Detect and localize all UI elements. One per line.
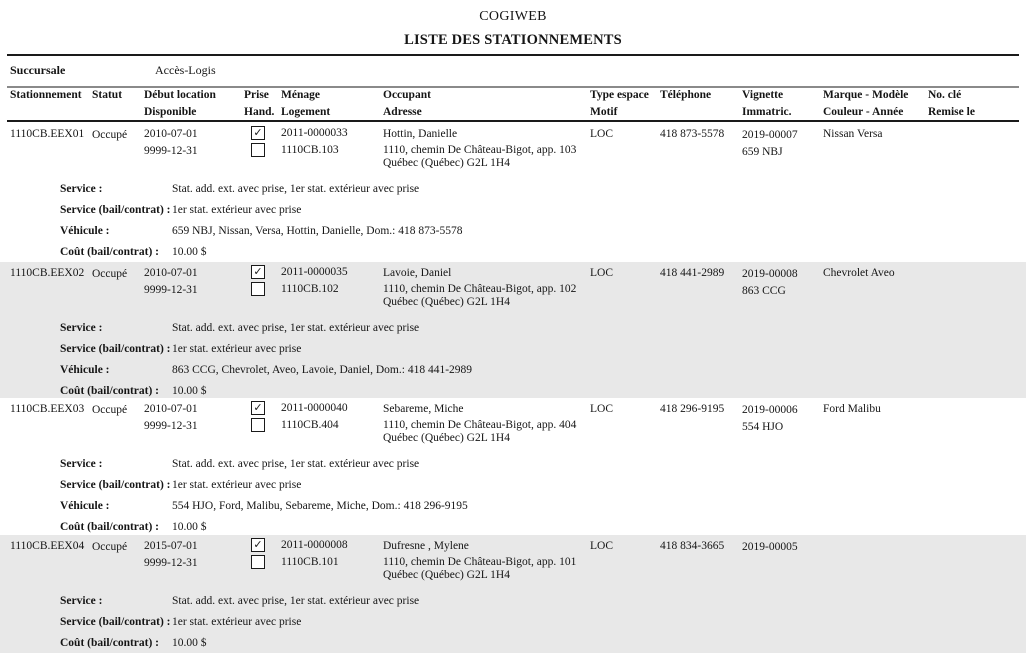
cout-bail-label: Coût (bail/contrat) :	[60, 637, 160, 649]
menage-value: 2011-0000033	[281, 127, 348, 139]
service-bail-value: 1er stat. extérieur avec prise	[172, 343, 302, 355]
parking-entry	[0, 262, 1026, 398]
prise-checkbox	[251, 126, 265, 140]
occupant-name: Dufresne , Mylene	[383, 540, 469, 552]
divider	[7, 120, 1019, 122]
vignette-value: 2019-00007	[742, 129, 798, 141]
vignette-value: 2019-00005	[742, 541, 798, 553]
column-header-couleur-annee: Couleur - Année	[823, 106, 904, 118]
cout-bail-value: 10.00 $	[172, 385, 207, 397]
stationnement-id: 1110CB.EEX03	[10, 403, 85, 415]
occupant-address-line1: 1110, chemin De Château-Bigot, app. 102	[383, 283, 577, 295]
vehicule-label: Véhicule :	[60, 364, 110, 376]
vehicule-line	[0, 225, 1026, 241]
column-header-marque-modele: Marque - Modèle	[823, 89, 909, 101]
occupant-address	[383, 556, 576, 582]
statut-value: Occupé	[92, 268, 128, 280]
service-bail-line	[0, 343, 1026, 359]
stationnement-id: 1110CB.EEX01	[10, 128, 85, 140]
column-header-disponible: Disponible	[144, 106, 197, 118]
telephone-value: 418 296-9195	[660, 403, 725, 415]
occupant-name: Lavoie, Daniel	[383, 267, 452, 279]
type-espace-value: LOC	[590, 267, 613, 279]
marque-modele-value: Nissan Versa	[823, 128, 883, 140]
column-header-immatric: Immatric.	[742, 106, 792, 118]
vehicule-label: Véhicule :	[60, 225, 110, 237]
immatric-value: 659 NBJ	[742, 146, 783, 158]
statut-value: Occupé	[92, 404, 128, 416]
service-bail-label: Service (bail/contrat) :	[60, 479, 171, 491]
cout-bail-value: 10.00 $	[172, 246, 207, 258]
telephone-value: 418 834-3665	[660, 540, 725, 552]
occupant-address	[383, 283, 576, 309]
column-header-menage: Ménage	[281, 89, 320, 101]
disponible-value: 9999-12-31	[144, 557, 198, 569]
service-line	[0, 595, 1026, 611]
menage-value: 2011-0000008	[281, 539, 348, 551]
occupant-address-line1: 1110, chemin De Château-Bigot, app. 404	[383, 419, 577, 431]
logement-value: 1110CB.101	[281, 556, 339, 568]
menage-value: 2011-0000040	[281, 402, 348, 414]
type-espace-value: LOC	[590, 128, 613, 140]
parking-entry	[0, 123, 1026, 262]
column-header-occupant: Occupant	[383, 89, 431, 101]
logement-value: 1110CB.102	[281, 283, 339, 295]
column-header-hand: Hand.	[244, 106, 275, 118]
parking-entry	[0, 398, 1026, 535]
service-value: Stat. add. ext. avec prise, 1er stat. extérieur avec prise	[172, 322, 420, 334]
disponible-value: 9999-12-31	[144, 420, 198, 432]
vehicule-value: 554 HJO, Ford, Malibu, Sebareme, Miche, Dom.: 418 296-9195	[172, 500, 468, 512]
stationnement-id: 1110CB.EEX04	[10, 540, 85, 552]
occupant-address-line2: Québec (Québec) G2L 1H4	[383, 296, 510, 308]
column-header-logement: Logement	[281, 106, 331, 118]
branch-label: Succursale	[10, 63, 66, 77]
hand-checkbox	[251, 143, 265, 157]
disponible-value: 9999-12-31	[144, 145, 198, 157]
column-header-vignette: Vignette	[742, 89, 784, 101]
divider	[7, 54, 1019, 56]
column-header-stationnement: Stationnement	[10, 89, 82, 101]
statut-value: Occupé	[92, 541, 128, 553]
occupant-address-line2: Québec (Québec) G2L 1H4	[383, 569, 510, 581]
parking-entry	[0, 535, 1026, 653]
prise-checkbox	[251, 401, 265, 415]
branch-value: Accès-Logis	[155, 63, 216, 77]
column-header-prise: Prise	[244, 89, 269, 101]
service-bail-label: Service (bail/contrat) :	[60, 343, 171, 355]
occupant-address-line2: Québec (Québec) G2L 1H4	[383, 432, 510, 444]
occupant-address	[383, 144, 576, 170]
vehicule-label: Véhicule :	[60, 500, 110, 512]
service-line	[0, 458, 1026, 474]
vehicule-line	[0, 500, 1026, 516]
cout-bail-value: 10.00 $	[172, 521, 207, 533]
marque-modele-value: Chevrolet Aveo	[823, 267, 895, 279]
occupant-address-line2: Québec (Québec) G2L 1H4	[383, 157, 510, 169]
cout-bail-label: Coût (bail/contrat) :	[60, 385, 160, 397]
disponible-value: 9999-12-31	[144, 284, 198, 296]
immatric-value: 554 HJO	[742, 421, 784, 433]
statut-value: Occupé	[92, 129, 128, 141]
cout-bail-line	[0, 246, 1026, 262]
debut-location-value: 2015-07-01	[144, 540, 198, 552]
column-header-statut: Statut	[92, 89, 123, 101]
occupant-address-line1: 1110, chemin De Château-Bigot, app. 103	[383, 144, 577, 156]
service-bail-value: 1er stat. extérieur avec prise	[172, 204, 302, 216]
service-line	[0, 183, 1026, 199]
service-bail-value: 1er stat. extérieur avec prise	[172, 479, 302, 491]
vignette-value: 2019-00008	[742, 268, 798, 280]
vehicule-value: 863 CCG, Chevrolet, Aveo, Lavoie, Daniel, Dom.: 418 441-2989	[172, 364, 473, 376]
debut-location-value: 2010-07-01	[144, 267, 198, 279]
stationnement-id: 1110CB.EEX02	[10, 267, 85, 279]
service-bail-label: Service (bail/contrat) :	[60, 204, 171, 216]
app-title: COGIWEB	[479, 9, 547, 24]
hand-checkbox	[251, 418, 265, 432]
occupant-address	[383, 419, 576, 445]
column-header-telephone: Téléphone	[660, 89, 712, 101]
service-bail-label: Service (bail/contrat) :	[60, 616, 171, 628]
immatric-value: 863 CCG	[742, 285, 786, 297]
prise-checkbox	[251, 265, 265, 279]
service-bail-line	[0, 479, 1026, 495]
service-bail-line	[0, 616, 1026, 632]
telephone-value: 418 441-2989	[660, 267, 725, 279]
type-espace-value: LOC	[590, 540, 613, 552]
service-bail-value: 1er stat. extérieur avec prise	[172, 616, 302, 628]
hand-checkbox	[251, 555, 265, 569]
prise-checkbox	[251, 538, 265, 552]
occupant-address-line1: 1110, chemin De Château-Bigot, app. 101	[383, 556, 577, 568]
debut-location-value: 2010-07-01	[144, 128, 198, 140]
cout-bail-line	[0, 637, 1026, 653]
vehicule-line	[0, 364, 1026, 380]
logement-value: 1110CB.404	[281, 419, 339, 431]
report-title: LISTE DES STATIONNEMENTS	[404, 32, 622, 48]
cout-bail-label: Coût (bail/contrat) :	[60, 521, 160, 533]
service-label: Service :	[60, 595, 103, 607]
occupant-name: Hottin, Danielle	[383, 128, 458, 140]
column-header-type-espace: Type espace	[590, 89, 649, 101]
logement-value: 1110CB.103	[281, 144, 339, 156]
vignette-value: 2019-00006	[742, 404, 798, 416]
cout-bail-value: 10.00 $	[172, 637, 207, 649]
occupant-name: Sebareme, Miche	[383, 403, 464, 415]
column-header-motif: Motif	[590, 106, 618, 118]
service-value: Stat. add. ext. avec prise, 1er stat. extérieur avec prise	[172, 458, 420, 470]
cout-bail-label: Coût (bail/contrat) :	[60, 246, 160, 258]
menage-value: 2011-0000035	[281, 266, 348, 278]
column-header-debut-location: Début location	[144, 89, 216, 101]
column-header-remise-le: Remise le	[928, 106, 975, 118]
service-line	[0, 322, 1026, 338]
debut-location-value: 2010-07-01	[144, 403, 198, 415]
column-header-no-cle: No. clé	[928, 89, 962, 101]
marque-modele-value: Ford Malibu	[823, 403, 881, 415]
type-espace-value: LOC	[590, 403, 613, 415]
divider	[7, 86, 1019, 88]
service-label: Service :	[60, 458, 103, 470]
hand-checkbox	[251, 282, 265, 296]
service-label: Service :	[60, 322, 103, 334]
column-header-adresse: Adresse	[383, 106, 422, 118]
vehicule-value: 659 NBJ, Nissan, Versa, Hottin, Danielle, Dom.: 418 873-5578	[172, 225, 463, 237]
service-bail-line	[0, 204, 1026, 220]
service-value: Stat. add. ext. avec prise, 1er stat. extérieur avec prise	[172, 183, 420, 195]
telephone-value: 418 873-5578	[660, 128, 725, 140]
service-label: Service :	[60, 183, 103, 195]
service-value: Stat. add. ext. avec prise, 1er stat. extérieur avec prise	[172, 595, 420, 607]
